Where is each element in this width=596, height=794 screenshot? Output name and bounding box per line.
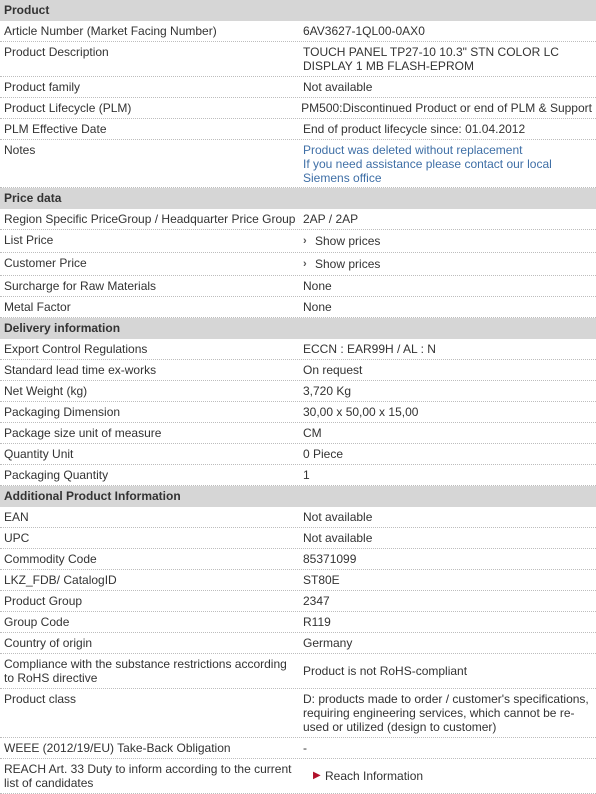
row-product-description bbox=[0, 42, 596, 77]
value-packaging-dimension: 30,00 x 50,00 x 15,00 bbox=[303, 405, 419, 419]
value-customer-price bbox=[299, 253, 596, 275]
red-triangle-right-icon: ▶ bbox=[313, 770, 321, 781]
value-package-unit: CM bbox=[303, 426, 322, 440]
label-notes: Notes bbox=[4, 143, 36, 157]
label-list-price: List Price bbox=[4, 233, 54, 247]
reach-label-line-1: REACH Art. 33 Duty to inform according to the current bbox=[4, 762, 292, 776]
value-article-number: 6AV3627-1QL00-0AX0 bbox=[303, 24, 425, 38]
value-export-control: ECCN : EAR99H / AL : N bbox=[303, 342, 436, 356]
value-metal-factor: None bbox=[303, 300, 332, 314]
section-header-product: Product bbox=[0, 0, 596, 21]
chevron-right-icon: › bbox=[303, 258, 307, 270]
row-packaging-quantity bbox=[0, 465, 596, 486]
value-quantity-unit: 0 Piece bbox=[303, 447, 344, 461]
label-export-control: Export Control Regulations bbox=[4, 342, 148, 356]
value-net-weight: 3,720 Kg bbox=[303, 384, 352, 398]
label-quantity-unit: Quantity Unit bbox=[4, 447, 74, 461]
customer-price-show-prices-text: Show prices bbox=[315, 257, 381, 271]
label-lead-time: Standard lead time ex-works bbox=[4, 363, 157, 377]
section-header-delivery-information: Delivery information bbox=[0, 318, 596, 339]
value-product-family: Not available bbox=[303, 80, 373, 94]
section-header-additional-info: Additional Product Information bbox=[0, 486, 596, 507]
value-product-description bbox=[299, 42, 596, 76]
reach-information-link[interactable] bbox=[313, 769, 423, 783]
value-region-price-group: 2AP / 2AP bbox=[303, 212, 359, 226]
row-group-code bbox=[0, 612, 596, 633]
label-rohs-compliance bbox=[0, 654, 299, 688]
row-packaging-dimension bbox=[0, 402, 596, 423]
row-customer-price bbox=[0, 253, 596, 276]
label-upc: UPC bbox=[4, 531, 30, 545]
description-line-1: TOUCH PANEL TP27-10 10.3" STN COLOR LC bbox=[303, 45, 559, 59]
label-package-unit: Package size unit of measure bbox=[4, 426, 162, 440]
label-commodity-code: Commodity Code bbox=[4, 552, 97, 566]
value-notes bbox=[299, 140, 596, 187]
row-notes bbox=[0, 140, 596, 188]
product-class-line-3: used or utilized (design to customer) bbox=[303, 720, 497, 734]
value-weee-obligation: - bbox=[303, 741, 307, 755]
row-lead-time bbox=[0, 360, 596, 381]
row-export-control bbox=[0, 339, 596, 360]
value-rohs-compliance: Product is not RoHS-compliant bbox=[303, 664, 468, 678]
label-plm-effective-date: PLM Effective Date bbox=[4, 122, 107, 136]
label-article-number: Article Number (Market Facing Number) bbox=[4, 24, 217, 38]
chevron-right-icon: › bbox=[303, 235, 307, 247]
reach-label-line-2: list of candidates bbox=[4, 776, 94, 790]
list-price-show-prices-text: Show prices bbox=[315, 234, 381, 248]
row-country-of-origin bbox=[0, 633, 596, 654]
row-rohs-compliance bbox=[0, 654, 596, 689]
notes-contact-link-line-2[interactable]: Siemens office bbox=[303, 171, 382, 185]
section-header-price-data: Price data bbox=[0, 188, 596, 209]
notes-contact-link-line-1[interactable]: If you need assistance please contact our local bbox=[303, 157, 552, 171]
value-ean: Not available bbox=[303, 510, 373, 524]
row-ean bbox=[0, 507, 596, 528]
rohs-label-line-1: Compliance with the substance restrictions according bbox=[4, 657, 287, 671]
label-lkz-catalog-id: LKZ_FDB/ CatalogID bbox=[4, 573, 117, 587]
value-commodity-code: 85371099 bbox=[303, 552, 357, 566]
product-class-line-2: requiring engineering services, which cannot be re- bbox=[303, 706, 575, 720]
customer-price-show-prices-link[interactable] bbox=[303, 257, 380, 271]
value-packaging-quantity: 1 bbox=[303, 468, 310, 482]
label-country-of-origin: Country of origin bbox=[4, 636, 93, 650]
label-surcharge-raw-materials: Surcharge for Raw Materials bbox=[4, 279, 157, 293]
product-class-line-1: D: products made to order / customer's specifications, bbox=[303, 692, 589, 706]
label-net-weight: Net Weight (kg) bbox=[4, 384, 88, 398]
row-region-price-group bbox=[0, 209, 596, 230]
value-upc: Not available bbox=[303, 531, 373, 545]
row-product-lifecycle bbox=[0, 98, 596, 119]
label-customer-price: Customer Price bbox=[4, 256, 87, 270]
label-group-code: Group Code bbox=[4, 615, 70, 629]
value-list-price bbox=[299, 230, 596, 252]
label-product-description: Product Description bbox=[4, 45, 109, 59]
row-surcharge-raw-materials bbox=[0, 276, 596, 297]
value-group-code: R119 bbox=[303, 615, 331, 629]
label-metal-factor: Metal Factor bbox=[4, 300, 71, 314]
row-plm-effective-date bbox=[0, 119, 596, 140]
label-ean: EAN bbox=[4, 510, 29, 524]
notes-deleted-link[interactable]: Product was deleted without replacement bbox=[303, 143, 523, 157]
label-product-group: Product Group bbox=[4, 594, 83, 608]
row-upc bbox=[0, 528, 596, 549]
label-product-class: Product class bbox=[4, 692, 77, 706]
row-list-price bbox=[0, 230, 596, 253]
description-line-2: DISPLAY 1 MB FLASH-EPROM bbox=[303, 59, 474, 73]
row-product-family bbox=[0, 77, 596, 98]
row-commodity-code bbox=[0, 549, 596, 570]
row-product-class bbox=[0, 689, 596, 738]
value-country-of-origin: Germany bbox=[303, 636, 353, 650]
row-net-weight bbox=[0, 381, 596, 402]
row-weee-obligation bbox=[0, 738, 596, 759]
row-metal-factor bbox=[0, 297, 596, 318]
rohs-label-line-2: to RoHS directive bbox=[4, 671, 98, 685]
value-lead-time: On request bbox=[303, 363, 363, 377]
value-reach-duty bbox=[299, 759, 596, 793]
row-reach-duty bbox=[0, 759, 596, 794]
row-article-number bbox=[0, 21, 596, 42]
label-packaging-quantity: Packaging Quantity bbox=[4, 468, 109, 482]
value-product-class bbox=[299, 689, 596, 737]
value-surcharge-raw-materials: None bbox=[303, 279, 332, 293]
reach-information-text: Reach Information bbox=[325, 769, 424, 783]
row-product-group bbox=[0, 591, 596, 612]
label-packaging-dimension: Packaging Dimension bbox=[4, 405, 121, 419]
value-plm-effective-date: End of product lifecycle since: 01.04.2012 bbox=[303, 122, 526, 136]
label-reach-duty bbox=[0, 759, 299, 793]
value-product-group: 2347 bbox=[303, 594, 330, 608]
label-product-family: Product family bbox=[4, 80, 81, 94]
label-weee-obligation: WEEE (2012/19/EU) Take-Back Obligation bbox=[4, 741, 231, 755]
label-product-lifecycle: Product Lifecycle (PLM) bbox=[4, 101, 132, 115]
list-price-show-prices-link[interactable] bbox=[303, 234, 380, 248]
row-package-unit bbox=[0, 423, 596, 444]
label-region-price-group: Region Specific PriceGroup / Headquarter Price Group bbox=[4, 212, 296, 226]
row-lkz-catalog-id bbox=[0, 570, 596, 591]
value-lkz-catalog-id: ST80E bbox=[303, 573, 340, 587]
row-quantity-unit bbox=[0, 444, 596, 465]
value-product-lifecycle: PM500:Discontinued Product or end of PLM & Support bbox=[301, 101, 592, 115]
